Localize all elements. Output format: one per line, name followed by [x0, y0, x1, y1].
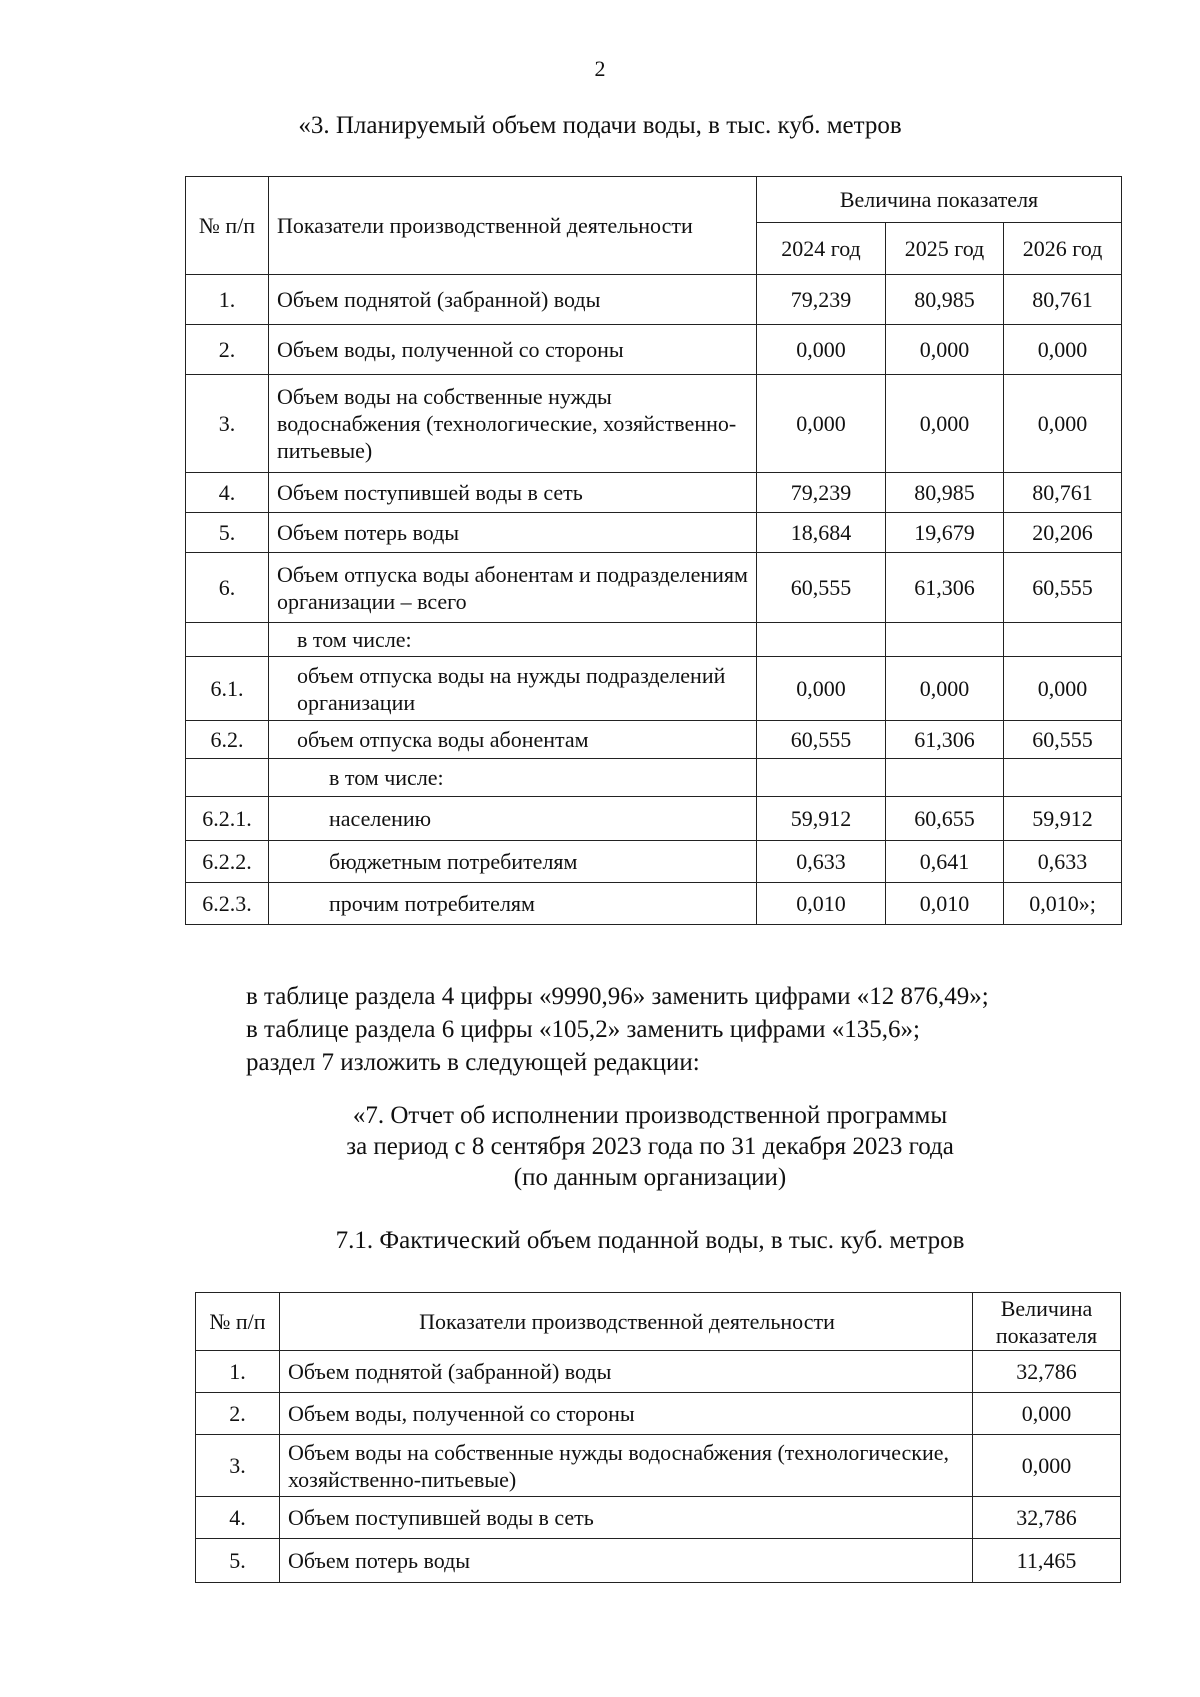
row-value-2026 [1004, 623, 1122, 657]
row-num: 3. [186, 375, 269, 473]
row-num: 2. [196, 1393, 280, 1435]
table-row [186, 657, 1122, 721]
row-value-2024: 59,912 [757, 797, 886, 841]
row-value-2025: 61,306 [886, 721, 1004, 759]
table-row [186, 275, 1122, 325]
row-value-2026: 0,010»; [1004, 883, 1122, 925]
table-row [186, 721, 1122, 759]
row-value: 32,786 [973, 1351, 1121, 1393]
header-year-2025: 2025 год [886, 223, 1004, 275]
row-value-2026 [1004, 759, 1122, 797]
row-num: 6.2.2. [186, 841, 269, 883]
row-value-2025: 0,000 [886, 375, 1004, 473]
row-value-2025: 0,010 [886, 883, 1004, 925]
row-num: 6.1. [186, 657, 269, 721]
row-num [186, 623, 269, 657]
row-label: в том числе: [269, 623, 757, 657]
row-label: объем отпуска воды на нужды подразделений организации [269, 657, 757, 721]
row-value-2024: 60,555 [757, 553, 886, 623]
header-year-2024: 2024 год [757, 223, 886, 275]
table-row [196, 1351, 1121, 1393]
row-label: объем отпуска воды абонентам [269, 721, 757, 759]
table-row [196, 1435, 1121, 1497]
row-value-2024: 0,000 [757, 657, 886, 721]
row-value-2025 [886, 623, 1004, 657]
table-row [196, 1497, 1121, 1539]
table-row [196, 1393, 1121, 1435]
row-num: 1. [186, 275, 269, 325]
row-value-2025: 60,655 [886, 797, 1004, 841]
row-label: Объем поднятой (забранной) воды [280, 1351, 973, 1393]
amendment-paragraph: в таблице раздела 6 цифры «105,2» заменить цифрами «135,6»; [246, 1016, 920, 1043]
header-value: Величина показателя [757, 177, 1122, 223]
amendment-paragraph: раздел 7 изложить в следующей редакции: [246, 1049, 700, 1076]
row-value-2026: 0,000 [1004, 657, 1122, 721]
table-row [186, 513, 1122, 553]
row-value-2026: 59,912 [1004, 797, 1122, 841]
row-label: Объем воды, полученной со стороны [280, 1393, 973, 1435]
section-7-1-title: 7.1. Фактический объем поданной воды, в тыс. куб. метров [335, 1227, 965, 1254]
row-value-2024: 0,010 [757, 883, 886, 925]
row-num [186, 759, 269, 797]
row-value: 11,465 [973, 1539, 1121, 1583]
section-7-title-line: (по данным организации) [513, 1164, 787, 1191]
table-row [196, 1539, 1121, 1583]
row-num: 5. [196, 1539, 280, 1583]
row-label: бюджетным потребителям [269, 841, 757, 883]
row-label: Объем потерь воды [280, 1539, 973, 1583]
row-label: прочим потребителям [269, 883, 757, 925]
row-value-2025: 80,985 [886, 473, 1004, 513]
table-row [186, 325, 1122, 375]
row-value-2026: 60,555 [1004, 553, 1122, 623]
row-num: 5. [186, 513, 269, 553]
row-label: в том числе: [269, 759, 757, 797]
row-num: 1. [196, 1351, 280, 1393]
row-label: Объем воды на собственные нужды водоснабжения (технологические, хозяйственно-питьевые) [269, 375, 757, 473]
amendment-paragraph: в таблице раздела 4 цифры «9990,96» заменить цифрами «12 876,49»; [246, 983, 989, 1010]
row-num: 4. [186, 473, 269, 513]
row-num: 6.2. [186, 721, 269, 759]
page-number: 2 [594, 56, 606, 81]
row-value-2024 [757, 759, 886, 797]
row-value-2025: 0,000 [886, 657, 1004, 721]
row-label: Объем поступившей воды в сеть [269, 473, 757, 513]
row-value-2025: 19,679 [886, 513, 1004, 553]
row-value-2026: 0,000 [1004, 375, 1122, 473]
table-row [186, 623, 1122, 657]
row-label: Объем поднятой (забранной) воды [269, 275, 757, 325]
row-label: Объем поступившей воды в сеть [280, 1497, 973, 1539]
section-7-title [0, 1100, 1200, 1193]
row-label: Объем воды, полученной со стороны [269, 325, 757, 375]
row-value-2024: 60,555 [757, 721, 886, 759]
row-num: 6.2.3. [186, 883, 269, 925]
row-label: Объем воды на собственные нужды водоснабжения (технологические, хозяйственно-питьевые) [280, 1435, 973, 1497]
table-row [186, 797, 1122, 841]
row-value-2026: 80,761 [1004, 275, 1122, 325]
row-value-2024 [757, 623, 886, 657]
row-value-2025 [886, 759, 1004, 797]
row-label: населению [269, 797, 757, 841]
table-row [186, 759, 1122, 797]
row-value-2026: 20,206 [1004, 513, 1122, 553]
row-num: 3. [196, 1435, 280, 1497]
header-indicator: Показатели производственной деятельности [280, 1293, 973, 1351]
row-value: 32,786 [973, 1497, 1121, 1539]
actual-water-supply-table [195, 1292, 1121, 1583]
table-row [186, 375, 1122, 473]
row-value: 0,000 [973, 1393, 1121, 1435]
row-value-2024: 0,000 [757, 375, 886, 473]
header-indicator: Показатели производственной деятельности [269, 177, 757, 275]
header-value: Величина показателя [973, 1293, 1121, 1351]
row-num: 4. [196, 1497, 280, 1539]
table-row [186, 553, 1122, 623]
row-value-2025: 0,641 [886, 841, 1004, 883]
row-value-2024: 0,633 [757, 841, 886, 883]
row-value-2026: 80,761 [1004, 473, 1122, 513]
row-value-2025: 61,306 [886, 553, 1004, 623]
section-7-title-line: «7. Отчет об исполнении производственной программы [352, 1102, 948, 1129]
row-value-2026: 0,000 [1004, 325, 1122, 375]
row-value-2024: 18,684 [757, 513, 886, 553]
row-value-2025: 80,985 [886, 275, 1004, 325]
row-value-2024: 79,239 [757, 473, 886, 513]
header-year-2026: 2026 год [1004, 223, 1122, 275]
row-value: 0,000 [973, 1435, 1121, 1497]
row-num: 6.2.1. [186, 797, 269, 841]
row-value-2024: 79,239 [757, 275, 886, 325]
section-7-title-line: за период с 8 сентября 2023 года по 31 декабря 2023 года [346, 1133, 954, 1160]
table-row [186, 473, 1122, 513]
row-value-2025: 0,000 [886, 325, 1004, 375]
row-value-2026: 60,555 [1004, 721, 1122, 759]
row-value-2026: 0,633 [1004, 841, 1122, 883]
table-row [186, 841, 1122, 883]
header-num: № п/п [196, 1293, 280, 1351]
row-num: 2. [186, 325, 269, 375]
header-num: № п/п [186, 177, 269, 275]
row-label: Объем отпуска воды абонентам и подразделениям организации – всего [269, 553, 757, 623]
table-row [186, 883, 1122, 925]
row-label: Объем потерь воды [269, 513, 757, 553]
row-value-2024: 0,000 [757, 325, 886, 375]
planned-water-supply-table [185, 176, 1122, 925]
row-num: 6. [186, 553, 269, 623]
section-3-title: «3. Планируемый объем подачи воды, в тыс. куб. метров [298, 112, 902, 139]
